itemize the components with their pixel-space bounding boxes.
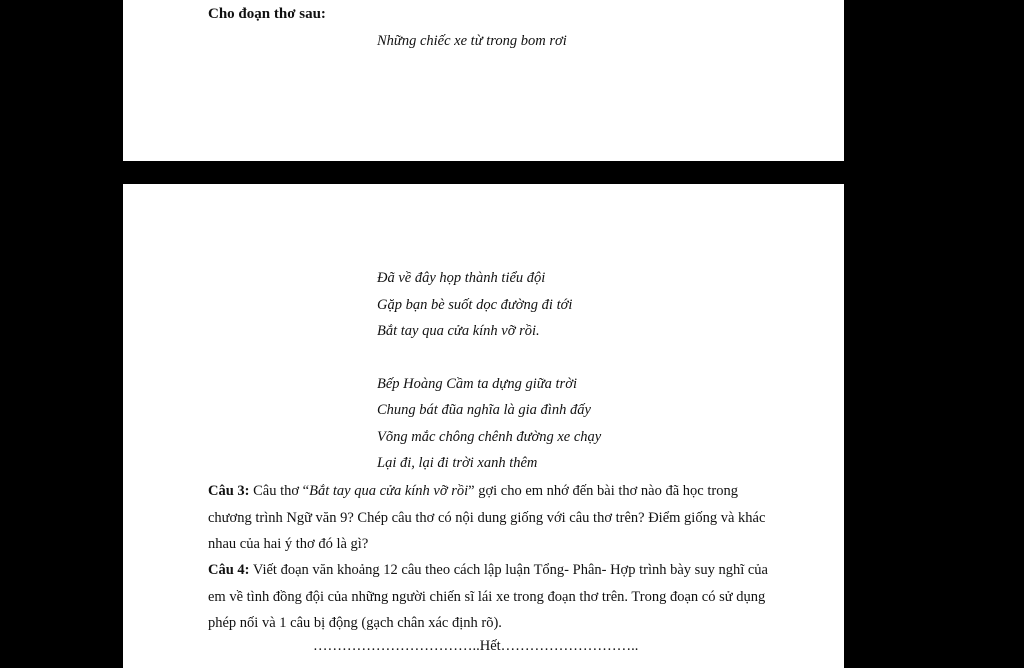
question-4-text: Viết đoạn văn khoảng 12 câu theo cách lập luận Tổng- Phân- Hợp trình bày suy nghĩ của em về tình đồng đội của những người chiến sĩ lái xe trong đoạn thơ trên. Trong đoạn có sử dụng phép nối và 1 câu bị động (gạch chân xác định rõ). (208, 562, 768, 631)
question-3-quote: Bắt tay qua cửa kính vỡ rồi (309, 483, 469, 499)
question-3-label: Câu 3: (208, 483, 250, 499)
poem-line: Những chiếc xe từ trong bom rơi (377, 33, 567, 49)
poem-line: Gặp bạn bè suốt dọc đường đi tới (377, 297, 573, 313)
question-3 (208, 478, 768, 558)
bottom-page-fragment (123, 184, 844, 668)
poem-line: Võng mắc chông chênh đường xe chạy (377, 429, 602, 445)
end-marker: ……………………………..Hết……………………….. (313, 638, 639, 654)
poem-line: Đã về đây họp thành tiểu đội (377, 270, 546, 286)
question-4-label: Câu 4: (208, 562, 250, 578)
top-page-fragment (123, 0, 844, 161)
poem-line: Bắt tay qua cửa kính vỡ rồi. (377, 323, 540, 339)
question-4 (208, 557, 768, 637)
poem-line: Lại đi, lại đi trời xanh thêm (377, 455, 538, 471)
instruction-heading: Cho đoạn thơ sau: (208, 6, 326, 22)
poem-line: Chung bát đũa nghĩa là gia đình đấy (377, 402, 591, 418)
question-3-text-after: ” gợi cho em nhớ đến bài thơ nào đã học trong chương trình Ngữ văn 9? Chép câu thơ có nội dung giống với câu thơ trên? Điểm giống và khác nhau của hai ý thơ đó là gì? (208, 483, 766, 552)
question-3-text-before: Câu thơ “ (249, 483, 310, 499)
poem-line: Bếp Hoàng Cầm ta dựng giữa trời (377, 376, 577, 392)
